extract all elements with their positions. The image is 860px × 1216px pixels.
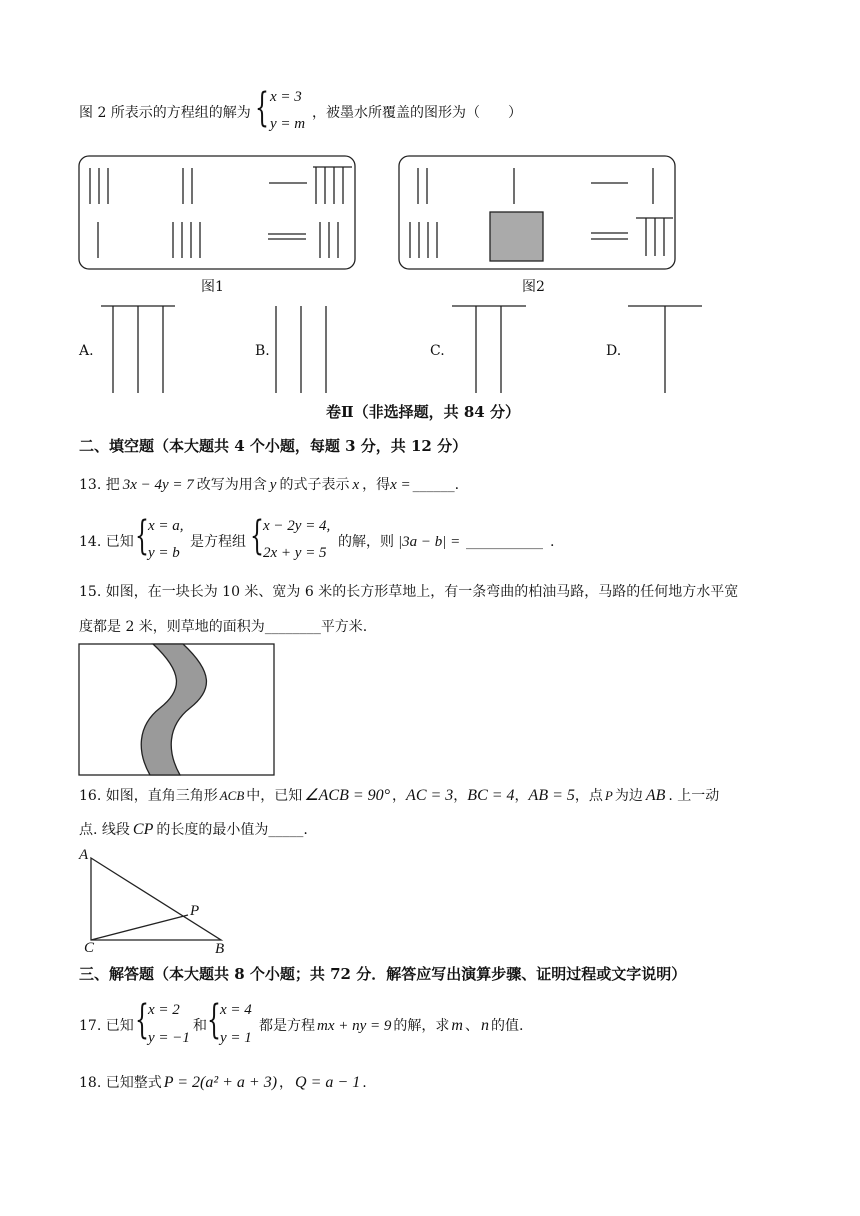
figure1-label: 图1 <box>201 279 224 295</box>
triangle-acb <box>91 858 221 940</box>
q16-line1d: . 上一动 <box>668 788 720 804</box>
q16-c3: ， <box>514 788 529 804</box>
q17-s1b: y = −1 <box>148 1030 190 1046</box>
q16-acb: ACB <box>219 788 245 803</box>
q17-s2b: y = 1 <box>220 1030 252 1046</box>
q16-ab2: AB <box>645 787 666 804</box>
q13-mid: 改写为用含 <box>196 477 267 493</box>
label-b: B <box>215 941 225 957</box>
segment-cp <box>91 915 188 940</box>
option-c: C. <box>430 343 445 359</box>
q14-sys2: 2x + y = 5 <box>263 545 327 561</box>
q13-var2: x <box>352 477 360 493</box>
q16-ab: AB = 5 <box>528 787 575 804</box>
q16-blank: _____ <box>268 822 304 838</box>
q16-end: . <box>303 822 308 838</box>
q17-rest <box>259 1016 523 1036</box>
q16-angle: ∠ACB = 90° <box>304 787 391 804</box>
q12-eq1: x = 3 <box>270 89 302 105</box>
q16-line1c: 为边 <box>614 788 643 804</box>
q18-p: P = 2(a² + a + 3) <box>163 1074 278 1091</box>
option-d: D. <box>606 343 622 359</box>
q16-ac: AC = 3 <box>406 787 454 804</box>
q13-end: . <box>454 477 460 493</box>
q16-c1: ， <box>392 788 407 804</box>
q18-end: . <box>362 1075 367 1091</box>
figure2-label: 图2 <box>522 279 545 295</box>
q13-num: 13. 把 <box>79 477 120 493</box>
q14-sol2: y = b <box>148 545 180 561</box>
section3-heading: 三、解答题（本大题共 8 个小题；共 72 分．解答应写出演算步骤、证明过程或文字说明） <box>79 965 687 983</box>
q17-n: n <box>480 1017 489 1034</box>
q14-brace1: { <box>135 513 149 559</box>
q16-p: P <box>604 788 613 803</box>
q16-bc: BC = 4 <box>467 787 515 804</box>
q14-blank: ___________ <box>466 534 543 550</box>
q14-sol1: x = a, <box>148 518 184 534</box>
q12-suffix: ，被墨水所覆盖的图形为（ ） <box>312 105 522 121</box>
q14-num: 14. 已知 <box>79 534 134 550</box>
q13-mid3: ，得 <box>362 477 391 493</box>
q15-line2a: 度都是 2 米，则草地的面积为 <box>79 619 265 635</box>
q15-line1: 15. 如图，在一块长为 10 米、宽为 6 米的长方形草地上，有一条弯曲的柏油马路，马路的任何地方水平宽 <box>79 584 739 600</box>
label-a: A <box>79 847 89 863</box>
q18-c: ， <box>279 1075 294 1091</box>
q16-c2: ， <box>453 788 468 804</box>
label-p: P <box>190 903 200 919</box>
q13-var1: y <box>269 477 277 493</box>
q13-blank: ______ <box>412 477 455 493</box>
section2-title: 卷Ⅱ（非选择题，共 84 分） <box>326 403 520 421</box>
q16-c4: ，点 <box>574 788 603 804</box>
option-b: B. <box>255 343 270 359</box>
q13-expr: 3x − 4y = 7 <box>122 477 194 493</box>
q17-eq: mx + ny = 9 <box>317 1018 392 1034</box>
q17-brace2: { <box>207 997 221 1043</box>
section2-heading: 二、填空题（本大题共 4 个小题，每题 3 分，共 12 分） <box>79 437 468 455</box>
q18 <box>79 1073 367 1093</box>
q17-s1a: x = 2 <box>148 1002 180 1018</box>
q12-eq2: y = m <box>270 116 306 132</box>
q14-end: . <box>550 534 555 550</box>
q12-brace: { <box>255 85 269 131</box>
q18-q: Q = a − 1 <box>295 1074 361 1091</box>
q15-line2b: 平方米. <box>320 619 368 635</box>
q17-mid2: 都是方程 <box>259 1018 315 1034</box>
q16-line1a: 16. 如图，直角三角形 <box>79 788 218 804</box>
q14-mid: 是方程组 <box>190 534 246 550</box>
q17-end: 的值. <box>490 1018 524 1034</box>
q16-cp: CP <box>132 821 154 838</box>
q17-s2a: x = 4 <box>220 1002 252 1018</box>
option-a: A. <box>79 343 94 359</box>
q17-m: m <box>451 1017 463 1034</box>
q14-sys1: x − 2y = 4, <box>263 518 331 534</box>
q16-line2b: 的长度的最小值为 <box>156 822 269 838</box>
q16-line1b: 中，已知 <box>246 788 303 804</box>
q13-mid2: 的式子表示 <box>279 477 350 493</box>
q17-mid3: 的解，求 <box>393 1018 450 1034</box>
q15-blank: ________ <box>264 619 321 635</box>
q14-mid2: 的解，则 <box>338 534 394 550</box>
q17-mid: 和 <box>193 1018 207 1034</box>
q18-num: 18. 已知整式 <box>79 1075 162 1091</box>
label-c: C <box>84 940 95 956</box>
q14-brace2: { <box>250 513 264 559</box>
q14-expr: |3a − b| = <box>398 534 461 550</box>
q13-lhs: x = <box>390 477 411 493</box>
q17-num: 17. 已知 <box>79 1018 134 1034</box>
q16-line2a: 点. 线段 <box>79 822 130 838</box>
q17-brace1: { <box>135 997 149 1043</box>
q12-prefix: 图 2 所表示的方程组的解为 <box>79 105 251 121</box>
q17-sep: 、 <box>464 1018 479 1034</box>
